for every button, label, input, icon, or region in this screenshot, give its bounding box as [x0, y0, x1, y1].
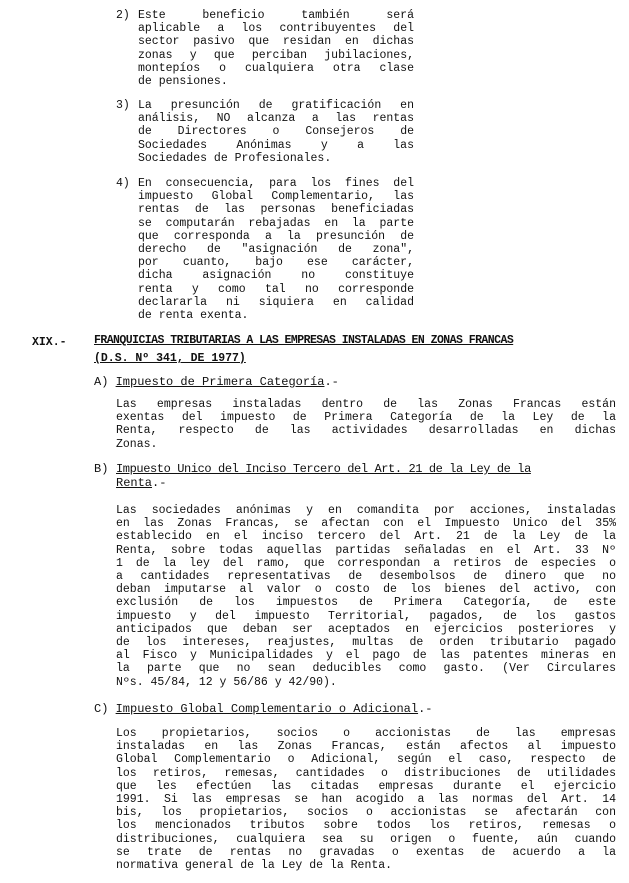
text-line: Este beneficio también será — [138, 9, 414, 22]
text-line: los mencionados tributos sobre todos los retiros, remesas o — [116, 819, 616, 833]
subsection-c-heading — [94, 702, 432, 716]
text-line: aplicable a los contribuyentes del — [138, 22, 414, 36]
text-line: distribuciones, cualquiera sea su origen o fuente, aún cuando — [116, 832, 616, 846]
text-line: de los intereses, reajustes, multas de orden tributario pagado — [116, 636, 616, 650]
text-line: Sociedades de Profesionales. — [138, 151, 332, 165]
text-line: la parte que no sean deducibles como gasto. (Ver Circulares — [116, 662, 616, 676]
text-line: los retiros, remesas, cantidades o distribuciones de utilidades — [116, 766, 616, 780]
item-number: 4) — [116, 177, 130, 190]
item-number: 2) — [116, 9, 130, 22]
subsection-title-line2: Renta — [116, 476, 153, 490]
text-line: al Fisco y Municipalidades y el pago de las patentes mineras en — [116, 649, 616, 663]
item-2-text — [138, 9, 414, 88]
text-line: Sociedades Anónimas y a las — [138, 138, 414, 152]
text-line: Renta, respecto de las actividades desarrolladas en dichas — [116, 424, 616, 438]
text-line: En consecuencia, para los fines del — [138, 177, 414, 190]
text-line: de Directores o Consejeros de — [138, 125, 414, 139]
text-line: Los propietarios, socios o accionistas de las empresas — [116, 727, 616, 740]
text-line: que les efectúen las citadas empresas durante el ejercicio — [116, 779, 616, 793]
item-number: 3) — [116, 99, 130, 112]
subsection-a-paragraph — [116, 398, 616, 451]
heading-suffix: .- — [152, 476, 167, 490]
text-line: análisis, NO alcanza a las rentas — [138, 112, 414, 126]
subsection-b-heading — [94, 462, 616, 490]
section-title-line2: (D.S. Nº 341, DE 1977) — [94, 352, 246, 365]
text-line: Las sociedades anónimas y en comandita por acciones, instaladas — [116, 504, 616, 517]
subsection-letter: C) — [94, 702, 109, 716]
text-line: deban imputarse al valor o costo de los bienes del activo, con — [116, 583, 616, 597]
text-line: La presunción de gratificación en — [138, 99, 414, 112]
text-line: Zonas. — [116, 437, 158, 451]
section-title-line1: FRANQUICIAS TRIBUTARIAS A LAS EMPRESAS INSTALADAS EN ZONAS FRANCAS — [94, 334, 514, 347]
section-number: XIX.- — [32, 336, 67, 349]
text-line: Las empresas instaladas dentro de las Zonas Francas están — [116, 398, 616, 411]
text-line: normativa general de la Ley de la Renta. — [116, 859, 393, 873]
text-line: renta y como tal no corresponde — [138, 282, 414, 296]
text-line: Renta, sobre todas aquellas partidas señaladas en el Art. 33 Nº — [116, 543, 616, 557]
section-title — [94, 334, 616, 366]
text-line: establecido en el inciso tercero del Art. 21 de la Ley de la — [116, 530, 616, 544]
text-line: sector pasivo que residan en dichas — [138, 35, 414, 49]
text-line: impuesto Global Complementario, las — [138, 190, 414, 204]
subsection-letter: B) — [94, 462, 109, 476]
text-line: de pensiones. — [138, 75, 228, 89]
text-line: exentas del impuesto de Primera Categoría de la Ley de la — [116, 411, 616, 425]
text-line: derecho de "asignación de zona", — [138, 243, 414, 257]
item-4-text — [138, 177, 414, 322]
text-line: se computarán rebajadas en la parte — [138, 216, 414, 230]
text-line: instaladas en las Zonas Francas, están afectos al impuesto — [116, 740, 616, 754]
text-line: anticipados que deban ser aceptados en ejercicios posteriores y — [116, 622, 616, 636]
subsection-title-line1: Impuesto Unico del Inciso Tercero del Art. 21 de la Ley de la — [116, 462, 531, 476]
text-line: impuesto y del impuesto Territorial, pagados, de los gastos — [116, 609, 616, 623]
text-line: que corresponda a la presunción de — [138, 229, 414, 243]
text-line: declararla ni siquiera en calidad — [138, 295, 414, 309]
text-line: montepíos o cualquiera otra clase — [138, 61, 414, 75]
subsection-title: Impuesto Global Complementario o Adicional — [115, 702, 419, 716]
subsection-b-paragraph — [116, 504, 616, 689]
heading-suffix: .- — [418, 702, 433, 716]
subsection-letter: A) — [94, 375, 109, 389]
text-line: de renta exenta. — [138, 309, 249, 323]
heading-suffix: .- — [324, 375, 339, 389]
text-line: 1 de la ley del ramo, que correspondan a retiros de especies o — [116, 556, 616, 570]
text-line: 1991. Si las empresas se han acogido a las normas del Art. 14 — [116, 793, 616, 807]
text-line: zonas y que perciban jubilaciones, — [138, 48, 414, 62]
text-line: bis, los propietarios, socios o accionistas se afectarán con — [116, 806, 616, 820]
text-line: se trate de rentas no gravadas o exentas de acuerdo a la — [116, 845, 616, 859]
subsection-title: Impuesto de Primera Categoría — [115, 375, 325, 389]
text-line: Global Complementario o Adicional, según el caso, respecto de — [116, 753, 616, 767]
subsection-a-heading — [94, 375, 339, 389]
text-line: dicha asignación no constituye — [138, 269, 414, 283]
subsection-c-paragraph — [116, 727, 616, 872]
text-line: Nºs. 45/84, 12 y 56/86 y 42/90). — [116, 675, 337, 689]
text-line: exclusión de los impuestos de Primera Categoría, de este — [116, 596, 616, 610]
item-3-text — [138, 99, 414, 165]
text-line: en las Zonas Francas, se afectan con el Impuesto Unico del 35% — [116, 517, 616, 531]
text-line: rentas de las personas beneficiadas — [138, 203, 414, 217]
text-line: por cuanto, bajo ese carácter, — [138, 256, 414, 270]
text-line: a cantidades representativas de desembolsos de dinero que no — [116, 570, 616, 584]
